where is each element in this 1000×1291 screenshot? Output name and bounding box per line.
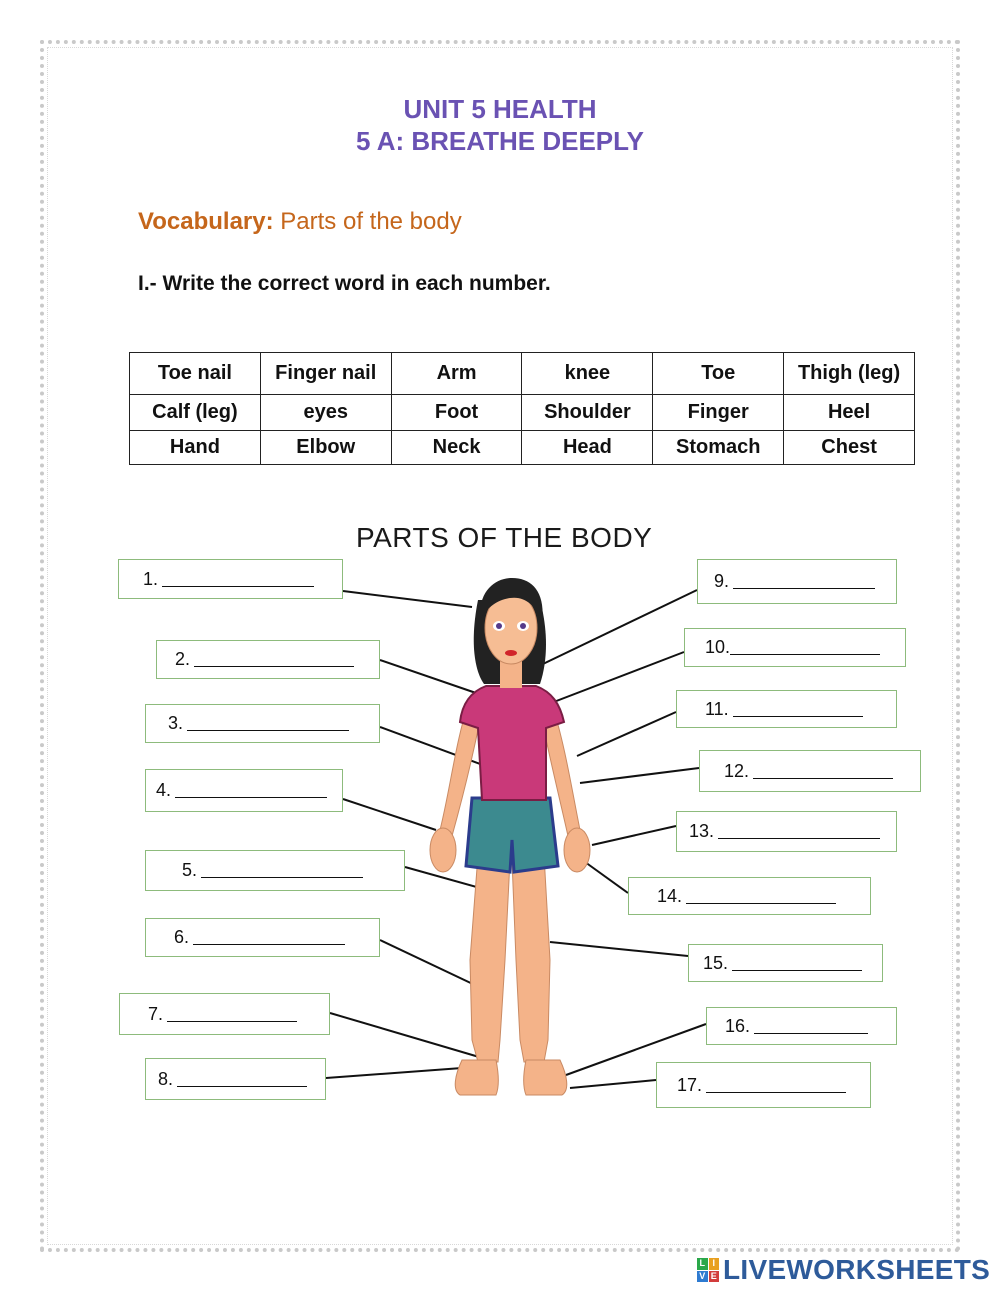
label-number: 10. — [705, 637, 731, 657]
label-number: 15. — [703, 952, 729, 973]
blank-label-9[interactable] — [697, 559, 897, 604]
answer-line — [201, 863, 363, 878]
label-number: 9. — [714, 571, 730, 591]
word-cell: Stomach — [653, 431, 784, 465]
label-number: 1. — [143, 568, 159, 589]
answer-line — [193, 930, 345, 945]
word-cell: Neck — [391, 431, 522, 465]
brand-name: LIVEWORKSHEETS — [723, 1254, 991, 1285]
answer-line — [162, 572, 314, 587]
word-cell: Toe nail — [130, 353, 261, 395]
label-number: 16. — [725, 1015, 751, 1036]
girl-figure — [430, 578, 590, 1095]
word-cell: Shoulder — [522, 395, 653, 431]
answer-line — [686, 889, 836, 904]
answer-line — [754, 1019, 868, 1034]
blank-label-12[interactable] — [699, 750, 921, 792]
word-cell: eyes — [260, 395, 391, 431]
answer-line — [706, 1078, 846, 1093]
diagram-title: PARTS OF THE BODY — [356, 522, 653, 553]
label-number: 4. — [156, 780, 172, 800]
blank-label-6[interactable] — [145, 918, 380, 957]
answer-line — [194, 652, 354, 667]
label-number: 3. — [168, 713, 184, 733]
answer-line — [730, 640, 880, 655]
word-cell: Finger nail — [260, 353, 391, 395]
word-cell: knee — [522, 353, 653, 395]
word-cell: Foot — [391, 395, 522, 431]
unit-title: UNIT 5 HEALTH — [403, 94, 597, 124]
blank-label-15[interactable] — [688, 944, 883, 982]
answer-line — [177, 1072, 307, 1087]
answer-line — [753, 764, 893, 779]
blank-label-13[interactable] — [676, 811, 897, 852]
answer-line — [718, 824, 880, 839]
word-cell: Hand — [130, 431, 261, 465]
instruction: I.- Write the correct word in each number. — [138, 272, 551, 295]
word-cell: Heel — [784, 395, 915, 431]
label-number: 8. — [158, 1068, 174, 1089]
blank-label-3[interactable] — [145, 704, 380, 743]
label-number: 12. — [724, 760, 750, 781]
blank-label-16[interactable] — [706, 1007, 897, 1045]
label-number: 7. — [148, 1003, 164, 1024]
label-number: 11. — [705, 698, 729, 719]
label-number: 2. — [175, 649, 191, 669]
vocabulary-label: Vocabulary: — [138, 208, 274, 235]
liveworksheets-logo-icon: L I V E — [697, 1258, 719, 1282]
answer-line — [733, 702, 863, 717]
blank-label-5[interactable] — [145, 850, 405, 891]
answer-line — [167, 1007, 297, 1022]
label-number: 6. — [174, 927, 190, 947]
answer-line — [175, 783, 327, 798]
label-number: 13. — [689, 821, 715, 841]
blank-label-8[interactable] — [145, 1058, 326, 1100]
answer-line — [733, 574, 875, 589]
blank-label-1[interactable] — [118, 559, 343, 599]
answer-line — [732, 956, 862, 971]
word-cell: Chest — [784, 431, 915, 465]
answer-line — [187, 716, 349, 731]
label-number: 14. — [657, 885, 683, 906]
blank-label-7[interactable] — [119, 993, 330, 1035]
blank-label-14[interactable] — [628, 877, 871, 915]
vocabulary-topic: Parts of the body — [280, 208, 462, 235]
word-cell: Arm — [391, 353, 522, 395]
word-cell: Calf (leg) — [130, 395, 261, 431]
word-cell: Toe — [653, 353, 784, 395]
label-number: 17. — [677, 1074, 703, 1095]
word-cell: Head — [522, 431, 653, 465]
word-cell: Finger — [653, 395, 784, 431]
word-cell: Elbow — [260, 431, 391, 465]
label-number: 5. — [182, 860, 198, 880]
blank-label-11[interactable] — [676, 690, 897, 728]
liveworksheets-brand — [697, 1254, 990, 1286]
blank-label-17[interactable] — [656, 1062, 871, 1108]
blank-label-2[interactable] — [156, 640, 380, 679]
lesson-title: 5 A: BREATHE DEEPLY — [356, 126, 644, 156]
blank-label-4[interactable] — [145, 769, 343, 812]
blank-label-10[interactable] — [684, 628, 906, 667]
word-cell: Thigh (leg) — [784, 353, 915, 395]
